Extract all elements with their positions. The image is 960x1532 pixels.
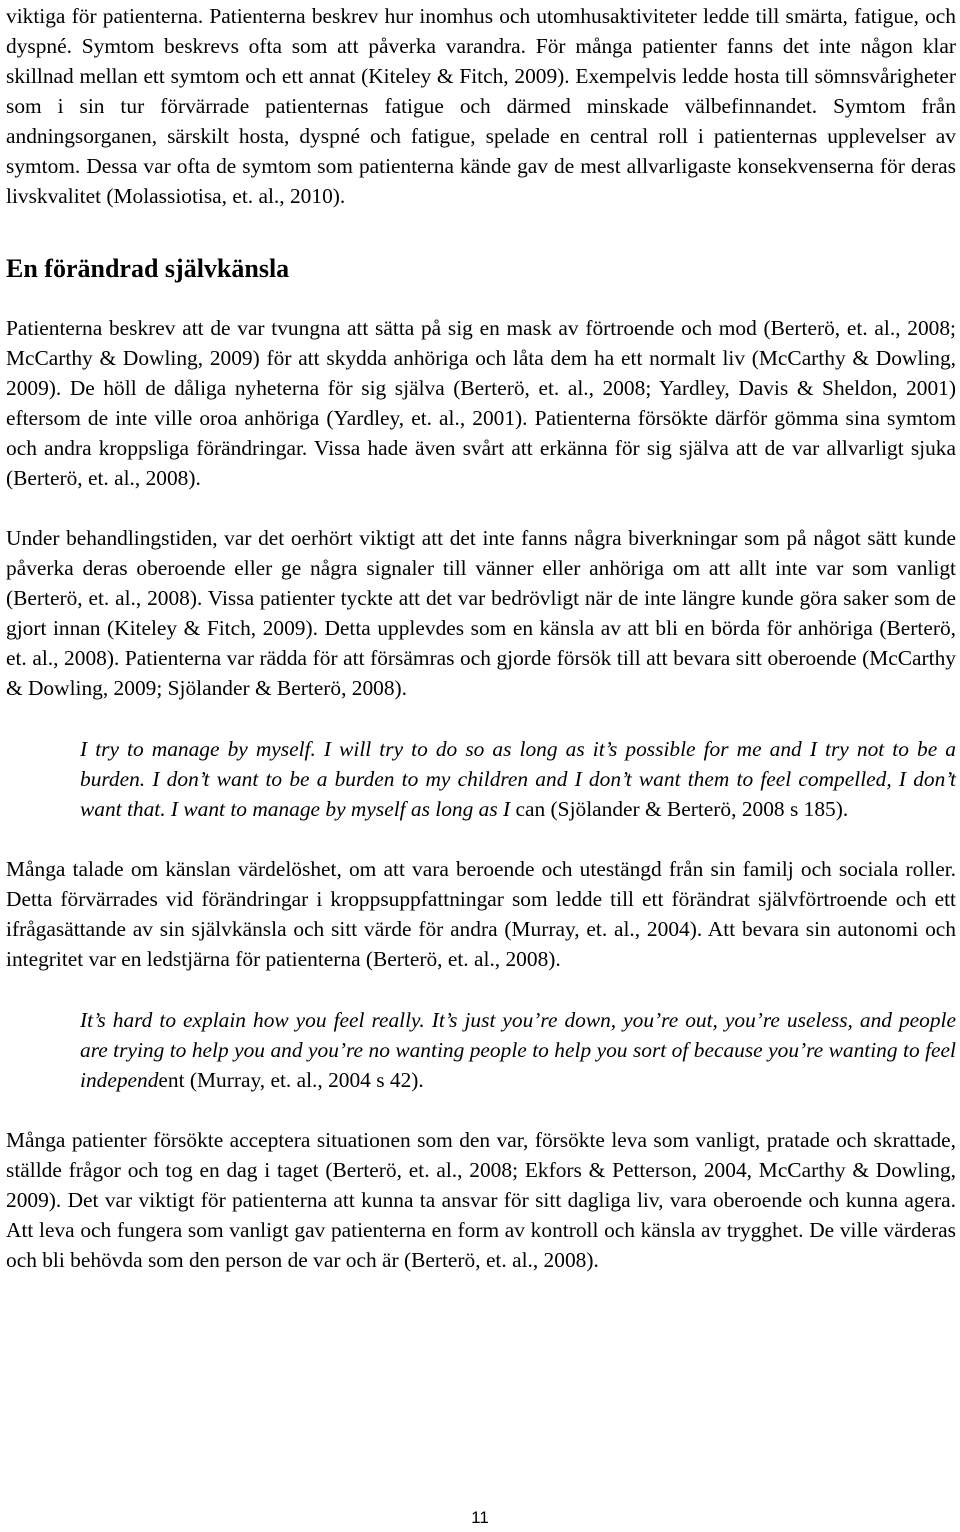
document-page (6, 0, 956, 1275)
quote-text: It’s hard to explain how you feel really. It’s just you’re down, you’re out, you’re useless, and people are trying to help you and you’re no wanting people to help you sort of because you’re wanting to feel independ (80, 1008, 956, 1092)
block-quote (80, 734, 956, 824)
body-paragraph: viktiga för patienterna. Patienterna beskrev hur inomhus och utomhusaktiviteter ledde till smärta, fatigue, och dyspné. Symtom beskrevs ofta som att påverka varandra. För många patienter fanns det inte någon klar skillnad mellan ett symtom och ett annat (Kiteley & Fitch, 2009). Exempelvis ledde hosta till sömnsvårigheter som i sin tur förvärrade patienternas fatigue och därmed minskade välbefinnandet. Symtom från andningsorganen, särskilt hosta, dyspné och fatigue, spelade en central roll i patienternas upplevelser av symtom. Dessa var ofta de symtom som patienterna kände gav de mest allvarligaste konsekvenserna för deras livskvalitet (Molassiotisa, et. al., 2010). (6, 4, 956, 208)
block-quote (80, 1005, 956, 1095)
quote-text: I try to manage by myself. I will try to do so as long as it’s possible for me and I try not to be a burden. I don’t want to be a burden to my children and I don’t want them to feel compelled, I don’t want that. I want to manage by myself as long as I (80, 737, 956, 821)
body-paragraph: Många talade om känslan värdelöshet, om att vara beroende och utestängd från sin familj och sociala roller. Detta förvärrades vid förändringar i kroppsuppfattningar som ledde till ett förändrat självförtroende och ett ifrågasättande av sin självkänsla och sitt värde för andra (Murray, et. al., 2004). Att bevara sin autonomi och integritet var en ledstjärna för patienterna (Berterö, et. al., 2008). (6, 857, 956, 971)
quote-citation: can (Sjölander & Berterö, 2008 s 185). (515, 797, 849, 821)
page-number: 11 (471, 1508, 489, 1527)
body-paragraph: Patienterna beskrev att de var tvungna att sätta på sig en mask av förtroende och mod (Berterö, et. al., 2008; McCarthy & Dowling, 2009) för att skydda anhöriga och låta dem ha ett normalt liv (McCarthy & Dowling, 2009). De höll de dåliga nyheterna för sig själva (Berterö, et. al., 2008; Yardley, Davis & Sheldon, 2001) eftersom de inte ville oroa anhöriga (Yardley, et. al., 2001). Patienterna försökte därför gömma sina symtom och andra kroppsliga förändringar. Vissa hade även svårt att erkänna för sig själva att de var allvarligt sjuka (Berterö, et. al., 2008). (6, 316, 956, 490)
body-paragraph: Under behandlingstiden, var det oerhört viktigt att det inte fanns några biverkningar som på något sätt kunde påverka deras oberoende eller ge några signaler till vänner eller anhöriga om att allt inte var som vanligt (Berterö, et. al., 2008). Vissa patienter tyckte att det var bedrövligt när de inte längre kunde göra saker som de gjort innan (Kiteley & Fitch, 2009). Detta upplevdes som en känsla av att bli en börda för anhöriga (Berterö, et. al., 2008). Patienterna var rädda för att försämras och gjorde försök till att bevara sitt oberoende (McCarthy & Dowling, 2009; Sjölander & Berterö, 2008). (6, 526, 956, 700)
body-paragraph: Många patienter försökte acceptera situationen som den var, försökte leva som vanligt, pratade och skrattade, ställde frågor och tog en dag i taget (Berterö, et. al., 2008; Ekfors & Petterson, 2004, McCarthy & Dowling, 2009). Det var viktigt för patienterna att kunna ta ansvar för sitt dagliga liv, vara oberoende och kunna agera. Att leva och fungera som vanligt gav patienterna en form av kontroll och känsla av trygghet. De ville värderas och bli behövda som den person de var och är (Berterö, et. al., 2008). (6, 1128, 956, 1272)
section-heading: En förändrad självkänsla (6, 254, 290, 283)
quote-citation: ent (Murray, et. al., 2004 s 42). (158, 1068, 424, 1092)
